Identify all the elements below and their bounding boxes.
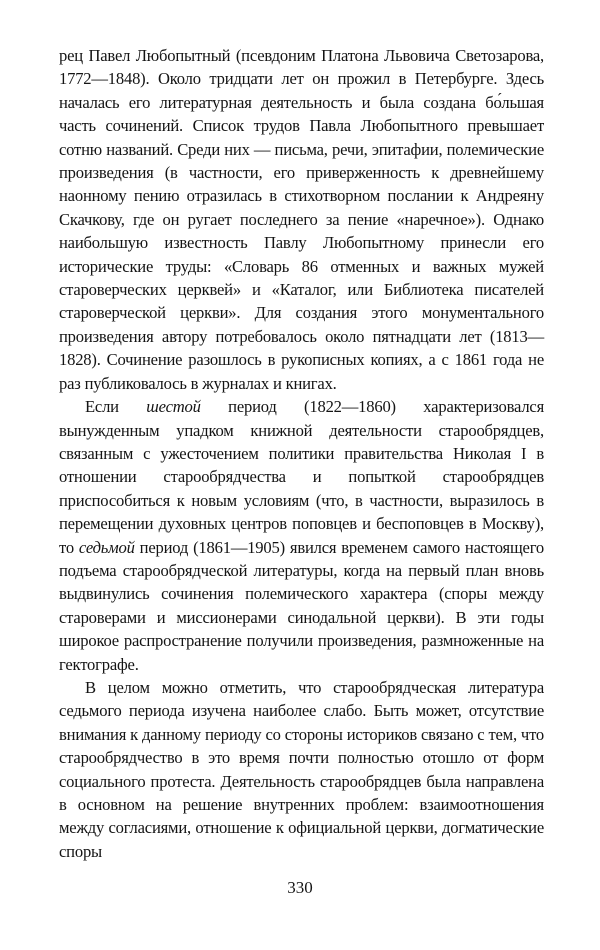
paragraph [59,395,544,676]
text-segment: рец Павел Любопытный (псевдоним Платона Львовича Светозарова, 1772—1848). Около тридцати лет он прожил в Петербурге. Здесь началась его литературная деятельность и была создана бо́льшая часть сочинений. Список трудов Павла Любопытного превышает сотню названий. Среди них — письма, речи, эпитафии, полемические произведения (в частности, его приверженность к древнейшему наонному пению отразилась в стихотворном послании к Андреяну Скачкову, где он ругает последнего за пение «наречное»). Однако наибольшую известность Павлу Любопытному принесли его исторические труды: «Словарь 86 отменных и важных мужей староверческих церквей» и «Каталог, или Библиотека писателей староверческой церкви». Для создания этого монументального произведения автору потребовалось около пятнадцати лет (1813—1828). Сочинение разошлось в рукописных копиях, а с 1861 года не раз публиковалось в журналах и книгах. [59,46,544,393]
text-segment: период (1861—1905) явился временем самого настоящего подъема старообрядческой литературы, когда на первый план вновь выдвинулись сочинения полемического характера (споры между староверами и миссионерами синодальной церкви). В эти годы широкое распространение получили произведения, размноженные на гектографе. [59,537,544,674]
italic-term: седьмой [78,537,135,557]
text-segment: В целом можно отметить, что старообрядческая литература седьмого периода изучена наиболее слабо. Быть может, отсутствие внимания к данному периоду со стороны историков связано с тем, что старообрядчество в это время почти полностью отошло от форм социального протеста. Деятельность старообрядцев была направлена в основном на решение внутренних проблем: взаимоотношения между согласиями, отношение к официальной церкви, догматические споры [59,677,544,861]
text-segment: Если [85,397,147,417]
page-number: 330 [287,878,313,897]
body-text [59,44,544,863]
italic-term: шестой [146,397,201,417]
text-segment: период (1822—1860) характеризовался вынужденным упадком книжной деятельности старообрядцев, связанным с ужесточением политики правительства Николая I в отношении старообрядчества и попыткой старообрядцев приспособиться к новым условиям (что, в частности, выразилось в перемещении духовных центров поповцев и беспоповцев в Москву), то [59,397,545,557]
paragraph [59,44,544,395]
paragraph [59,676,544,863]
